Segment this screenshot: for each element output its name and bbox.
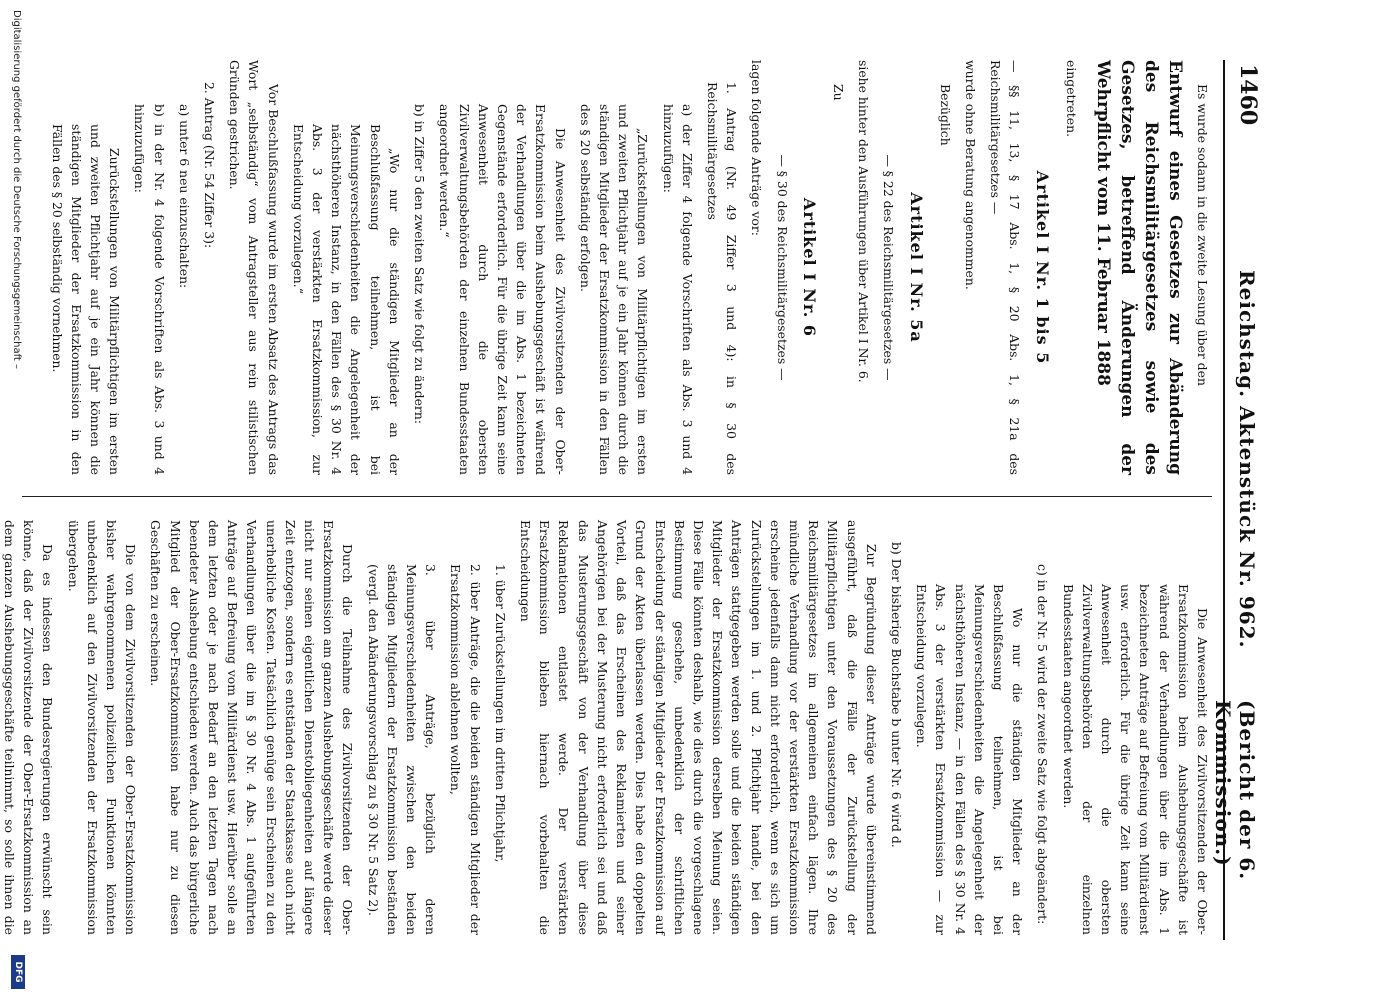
paragraph: b) Der bisherige Buchstabe b unter Nr. 6 wird d. <box>888 542 904 848</box>
paragraph: lagen folgende Anträge vor: <box>749 60 765 236</box>
paragraph: Da es indessen den Bundesregierungen erwünscht sein könne, daß der Zivilvorsitzende der Ober-Ersatzkommission an dem ganzen Aushebungsgeschäfte teilnimmt, so solle ihnen die <box>2 520 56 935</box>
paragraph: Zur Begründung dieser Anträge wurde übereinstimmend ausgeführt, daß die Fälle der Zurückstellung der Militärpflichtigen unter den Voraussetzungen des § 20 des Reichsmilitärgesetzes im allgemeinen einfach lägen. Ihre mündliche Verhandlung vor der verstärkten Ersatzkommission erscheine jedenfalls dann nicht erforderlich, wenn es sich um Zurückstellungen im 1. und 2. Pflichtjahr handle, bei den Anträgen stattgegeben werden solle und die beiden ständigen Mitglieder der Ersatzkommission derselben Meinung seien. Diese Fälle könnten deshalb, wie dies durch die vorgeschlagene Bestimmung geschehe, unbedenklich der schriftlichen Entscheidung der ständigen Mitglieder der Ersatzkommission auf Grund der Akten überlassen werden. Dies habe den doppelten Vorteil, daß das Erscheinen des Reklamierten und seiner Angehörigen bei der Musterung nicht erforderlich sei und daß das Musterungsgeschäft von der Verhandlung über diese Reklamationen entlastet werde. Der verstärkten Ersatzkommission blieben hiernach vorbehalten die Entscheidungen <box>518 520 879 935</box>
paragraph: wurde ohne Beratung angenommen. <box>962 60 978 290</box>
paragraph: „Zurückstellungen von Militärpflichtigen im ersten und zweiten Pflichtjahr auf je ein Jahr können durch die ständigen Mitglieder der Ersatzkommission in den Fällen des § 20 selbständig erfolgen. <box>577 104 651 475</box>
paragraph: 2. Antrag (Nr. 54 Ziffer 3): <box>202 82 218 249</box>
paragraph: — § 30 des Reichsmilitärgesetzes — <box>774 154 790 381</box>
paragraph: a) der Ziffer 4 folgende Vorschriften als Abs. 3 und 4 hinzuzufügen: <box>660 104 695 475</box>
paragraph: a) unter 6 neu einzuschalten: <box>176 104 192 289</box>
paragraph: Wo nur die ständigen Mitglieder an der Beschlußfassung teilnehmen, ist bei Meinungsverschiedenheiten die Angelegenheit der nächsthöheren Instanz, — in den Fällen des § 30 Nr. 4 Abs. 3 der verstärkten Ersatzkommission — zur Entscheidung vorzulegen. <box>914 584 1026 935</box>
paragraph: Es wurde sodann in die zweite Lesung über den <box>1195 84 1210 386</box>
paragraph: Zu <box>830 84 846 101</box>
paragraph: Die Anwesenheit des Zivilvorsitzenden der Ober-Ersatzkommission beim Aushebungsgeschäft ist während der Verhandlungen über die im Abs. 1 bezeichneten Gegenstände erforderlich. Für die übrige Zeit kann seine Anwesenheit durch die obersten Zivilverwaltungsbehörden der einzelnen Bundesstaaten angeordnet werden.“ <box>437 104 568 475</box>
paragraph: eingetreten. <box>1063 60 1079 138</box>
header-title: Reichstag. Aktenstück Nr. 962. <box>1235 270 1259 649</box>
paragraph: „Wo nur die ständigen Mitglieder an der Beschlußfassung teilnehmen, ist bei Meinungsverschiedenheiten die Angelegenheit der nächsthöheren Instanz, in den Fällen des § 30 Nr. 4 Abs. 3 der verstärkten Ersatzkommission, zur Entscheidung vorzulegen.“ <box>290 124 402 475</box>
paragraph: — § 22 des Reichsmilitärgesetzes — <box>881 154 897 381</box>
paragraph: 2. über Anträge, die die beiden ständigen Mitglieder der Ersatzkommission ablehnen wollten, <box>448 564 483 935</box>
paragraph: Artikel I Nr. 6 <box>799 197 819 338</box>
paragraph: Artikel I Nr. 1 bis 5 <box>1032 170 1052 365</box>
paragraph: c) in der Nr. 5 wird der zweite Satz wie folgt abgeändert: <box>1035 564 1051 925</box>
paragraph: Entwurf eines Gesetzes zur Abänderung des Reichsmilitärgesetzes sowie des Gesetzes, betreffend Änderungen der Wehrpflicht vom 11. Februar 1888 <box>1092 60 1185 475</box>
paragraph: 3. über Anträge, bezüglich deren Meinungsverschiedenheiten zwischen den beiden ständigen Mitgliedern der Ersatzkommission beständen (vergl. den Abänderungsvorschlag zu § 30 Nr. 5 Satz 2). <box>365 564 439 935</box>
header-report: (Bericht der 6. Kommission.) <box>1211 700 1259 881</box>
column-divider <box>22 496 1212 497</box>
digitization-credit: Digitalisierung gefördert durch die Deutsche Forschungsgemeinschaft – <box>11 10 22 370</box>
right-text-column <box>0 520 1212 935</box>
paragraph: Die von dem Zivilvorsitzenden der Ober-Ersatzkommission bisher wahrgenommenen polizeilichen Funktionen könnten unbedenklich auf den Zivilvorsitzenden der Ersatzkommission übergehen. <box>65 520 139 935</box>
paragraph: 1. Antrag (Nr. 49 Ziffer 3 und 4): in § 30 des Reichsmilitärgesetzes <box>704 82 740 475</box>
paragraph: 1. über Zurückstellungen im dritten Pflichtjahr, <box>492 564 508 863</box>
paragraph: Durch die Teilnahme des Zivilvorsitzenden der Ober-Ersatzkommission am ganzen Aushebungsgeschäfte werde dieser nicht nur seinen eigentlichen Dienstobliegenheiten auf längere Zeit entzogen, sondern es entständen der Staatskasse auch nicht unerhebliche Kosten. Tatsächlich genüge sein Erscheinen zu den Verhandlungen über die im § 30 Nr. 4 Abs. 1 aufgeführten Anträge auf Befreiung vom Militärdienst usw. Hierüber solle an dem letzten oder je nach Bedarf an den letzten Tagen nach beendeter Aushebung entschieden werden. Auch das bürgerliche Mitglied der Ober-Ersatzkommission habe nur zu diesen Geschäften zu erscheinen. <box>148 520 356 935</box>
paragraph: b) in der Nr. 4 folgende Vorschriften als Abs. 3 und 4 hinzuzufügen: <box>132 104 167 475</box>
page-header <box>1211 60 1265 940</box>
paragraph: Artikel I Nr. 5a <box>906 192 926 343</box>
page-number: 1460 <box>1235 64 1261 126</box>
paragraph: Vor Beschlußfassung wurde im ersten Absatz des Antrags das Wort „selbständig“ vom Antragsteller aus rein stilistischen Gründen gestrichen. <box>227 60 281 475</box>
paragraph: Die Anwesenheit des Zivilvorsitzenden der Ober-Ersatzkommission beim Aushebungsgeschäfte ist während der Verhandlungen über die im Abs. 1 bezeichneten Anträge auf Befreiung vom Militärdienst usw. erforderlich. Für die übrige Zeit kann seine Anwesenheit durch die obersten Zivilverwaltungsbehörden der einzelnen Bundesstaaten angeordnet werden. <box>1060 584 1210 935</box>
left-text-column <box>41 60 1212 475</box>
dfg-logo: DFG <box>11 955 25 989</box>
paragraph: b) in Ziffer 5 den zweiten Satz wie folgt zu ändern: <box>412 104 428 424</box>
paragraph: Bezüglich <box>937 84 953 146</box>
paragraph: siehe hinter den Ausführungen über Artikel I Nr. 6. <box>856 60 872 383</box>
paragraph: — §§ 11, 13, § 17 Abs. 1, § 20 Abs. 1, § 21a des Reichsmilitärgesetzes — <box>988 60 1023 475</box>
paragraph: Zurückstellungen von Militärpflichtigen im ersten und zweiten Pflichtjahr auf je ein Jahr können die ständigen Mitglieder der Ersatzkommission in den Fällen des § 20 selbständig vornehmen. <box>49 124 123 475</box>
